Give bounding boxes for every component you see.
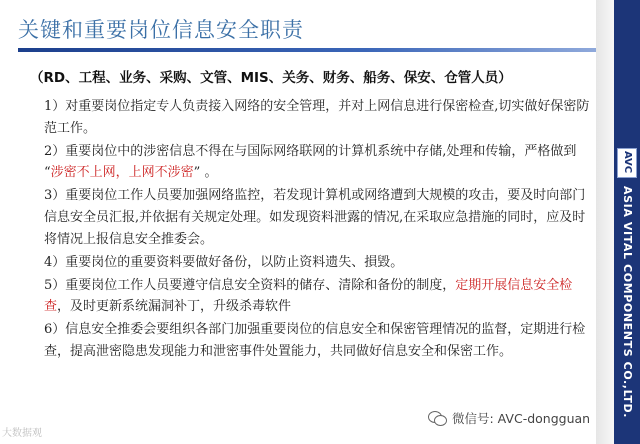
duty-item-2-text: 2）重要岗位中的涉密信息不得在与国际网络联网的计算机系统中存储,处理和传输，严格做到 “ [44, 143, 577, 181]
avc-logo-text: AVC [622, 151, 633, 174]
slide-title: 关键和重要岗位信息安全职责 [18, 18, 304, 42]
wechat-icon [428, 410, 446, 426]
duties-list [44, 96, 596, 364]
title-underline [18, 48, 596, 52]
side-shadow [596, 0, 614, 444]
wechat-text: 微信号: AVC-dongguan [452, 411, 591, 426]
duty-item-2-highlight: 涉密不上网，上网不涉密 [50, 165, 194, 181]
duty-item-2 [44, 141, 596, 184]
company-name: ASIA VITAL COMPONENTS CO.,LTD. [621, 186, 634, 418]
avc-logo [617, 148, 637, 178]
duty-item-3: 3）重要岗位工作人员要加强网络监控，若发现计算机或网络遭到大规模的攻击，要及时向部门信息安全员汇报,并依据有关规定处理。如发现资料泄露的情况,在采取应急措施的同时，应及时将情况上报信息安全推委会。 [44, 188, 586, 247]
duty-item-5-tail: ，及时更新系统漏洞补丁，升级杀毒软件 [57, 299, 292, 315]
wechat-id [428, 406, 590, 430]
duty-item-1: 1）对重要岗位指定专人负责接入网络的安全管理，并对上网信息进行保密检查,切实做好保密防范工作。 [44, 99, 590, 136]
duty-item-4: 4）重要岗位的重要资料要做好备份，以防止资料遗失、損毀。 [44, 254, 404, 270]
duty-item-2-tail: ” 。 [193, 165, 218, 181]
roles-subtitle: （RD、工程、业务、采购、文管、MIS、关务、财务、船务、保安、仓管人员） [30, 70, 512, 86]
duty-item-5-text: 5）重要岗位工作人员要遵守信息安全资料的储存、清除和备份的制度， [44, 277, 456, 293]
watermark: 大数据观 [2, 428, 42, 439]
duty-item-6: 6）信息安全推委会要组织各部门加强重要岗位的信息安全和保密管理情况的监督，定期进行检查，提高泄密隐患发现能力和泄密事件处置能力，共同做好信息安全和保密工作。 [44, 322, 586, 360]
duty-item-5 [44, 275, 596, 318]
duty-item-5-highlight: 定期开展信息安全检查 [44, 277, 573, 315]
